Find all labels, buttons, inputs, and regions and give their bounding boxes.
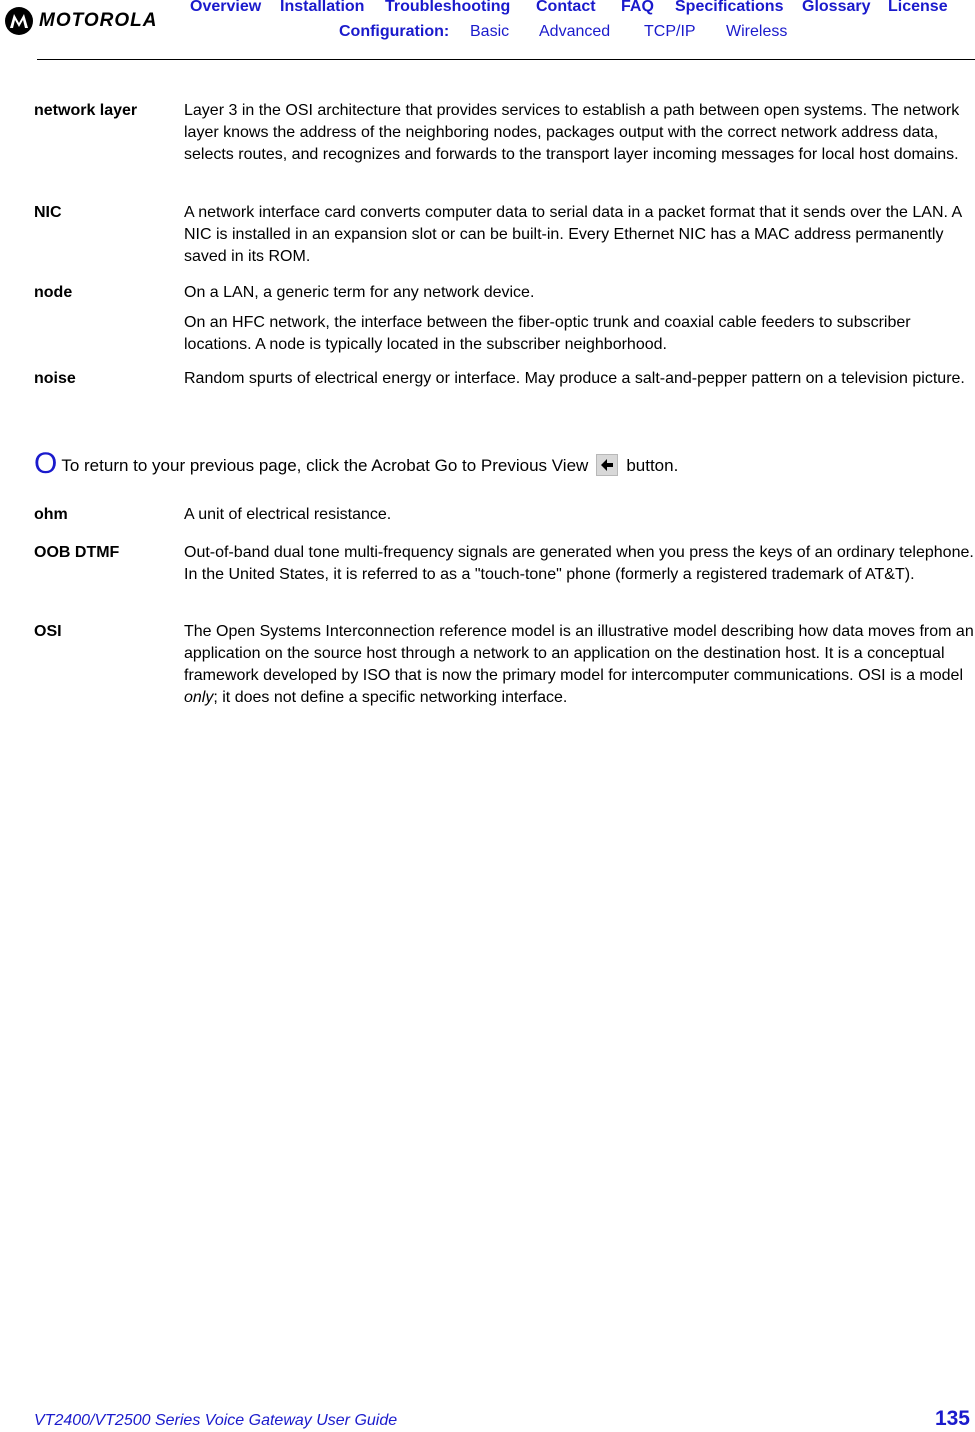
nav-link-advanced[interactable]: Advanced [539, 23, 611, 40]
logo-wordmark: MOTOROLA [39, 10, 158, 31]
nav-link-specifications[interactable]: Specifications [675, 0, 784, 15]
definition-paragraph: On a LAN, a generic term for any network device. [184, 284, 535, 301]
glossary-term: noise [34, 370, 76, 387]
motorola-logo [4, 6, 157, 36]
definition-emphasis: only [184, 689, 214, 706]
definition-paragraph [184, 621, 975, 709]
instruction-text-after: button. [626, 455, 679, 475]
glossary-definition [184, 542, 975, 586]
motorola-batwing-icon [4, 6, 34, 36]
definition-text-after: ; it does not define a specific networking interface. [213, 689, 568, 706]
header-divider [37, 59, 975, 60]
glossary-definition [184, 368, 975, 390]
section-o-heading [34, 449, 678, 479]
glossary-term: network layer [34, 102, 138, 119]
nav-link-overview[interactable]: Overview [190, 0, 262, 15]
nav-link-troubleshooting[interactable]: Troubleshooting [385, 0, 511, 15]
nav-link-tcpip[interactable]: TCP/IP [644, 23, 696, 40]
section-instruction [61, 451, 678, 478]
glossary-term: ohm [34, 506, 68, 523]
glossary-definition [184, 282, 975, 356]
glossary-term: node [34, 284, 73, 301]
section-letter: O [34, 447, 58, 480]
definition-paragraph: On an HFC network, the interface between the fiber-optic trunk and coaxial cable feeders to subscriber locations. A node is typically located in the subscriber neighborhood. [184, 314, 911, 353]
nav-link-wireless[interactable]: Wireless [726, 23, 788, 40]
definition-paragraph: Random spurts of electrical energy or interface. May produce a salt-and-pepper pattern on a television picture. [184, 370, 965, 387]
glossary-term: OOB DTMF [34, 544, 120, 561]
instruction-text-before: To return to your previous page, click the Acrobat Go to Previous View [61, 455, 589, 475]
glossary-definition [184, 504, 975, 526]
glossary-definition [184, 621, 975, 709]
nav-link-faq[interactable]: FAQ [621, 0, 654, 15]
nav-link-license[interactable]: License [888, 0, 948, 15]
glossary-definition [184, 100, 975, 166]
glossary-term: NIC [34, 204, 62, 221]
back-arrow-icon [597, 455, 617, 475]
definition-text-before: The Open Systems Interconnection reference model is an illustrative model describing how data moves from an application on the source host through a network to an application on the destination host. It is a conceptual framework developed by ISO that is now the primary model for intercomputer communications. OSI is a model [184, 623, 974, 684]
definition-paragraph: A unit of electrical resistance. [184, 506, 392, 523]
document-title: VT2400/VT2500 Series Voice Gateway User Guide [34, 1412, 398, 1429]
previous-view-button[interactable] [596, 454, 618, 476]
definition-paragraph: Layer 3 in the OSI architecture that provides services to establish a path between open systems. The network layer knows the address of the neighboring nodes, packages output with the correct network address data, selects routes, and recognizes and forwards to the transport layer incoming messages for local host domains. [184, 102, 960, 163]
nav-link-glossary[interactable]: Glossary [802, 0, 871, 15]
glossary-term: OSI [34, 623, 62, 640]
nav-link-basic[interactable]: Basic [470, 23, 510, 40]
definition-paragraph: A network interface card converts computer data to serial data in a packet format that it sends over the LAN. A NIC is installed in an expansion slot or can be built-in. Every Ethernet NIC has a MAC address permanently saved in its ROM. [184, 204, 962, 265]
nav-link-contact[interactable]: Contact [536, 0, 596, 15]
glossary-definition [184, 202, 975, 268]
definition-paragraph: Out-of-band dual tone multi-frequency signals are generated when you press the keys of an ordinary telephone. In the United States, it is referred to as a "touch-tone" phone (formerly a registered trademark of AT&T). [184, 544, 974, 583]
nav-link-installation[interactable]: Installation [280, 0, 365, 15]
page-number: 135 [934, 1407, 970, 1430]
configuration-label: Configuration: [339, 23, 450, 40]
